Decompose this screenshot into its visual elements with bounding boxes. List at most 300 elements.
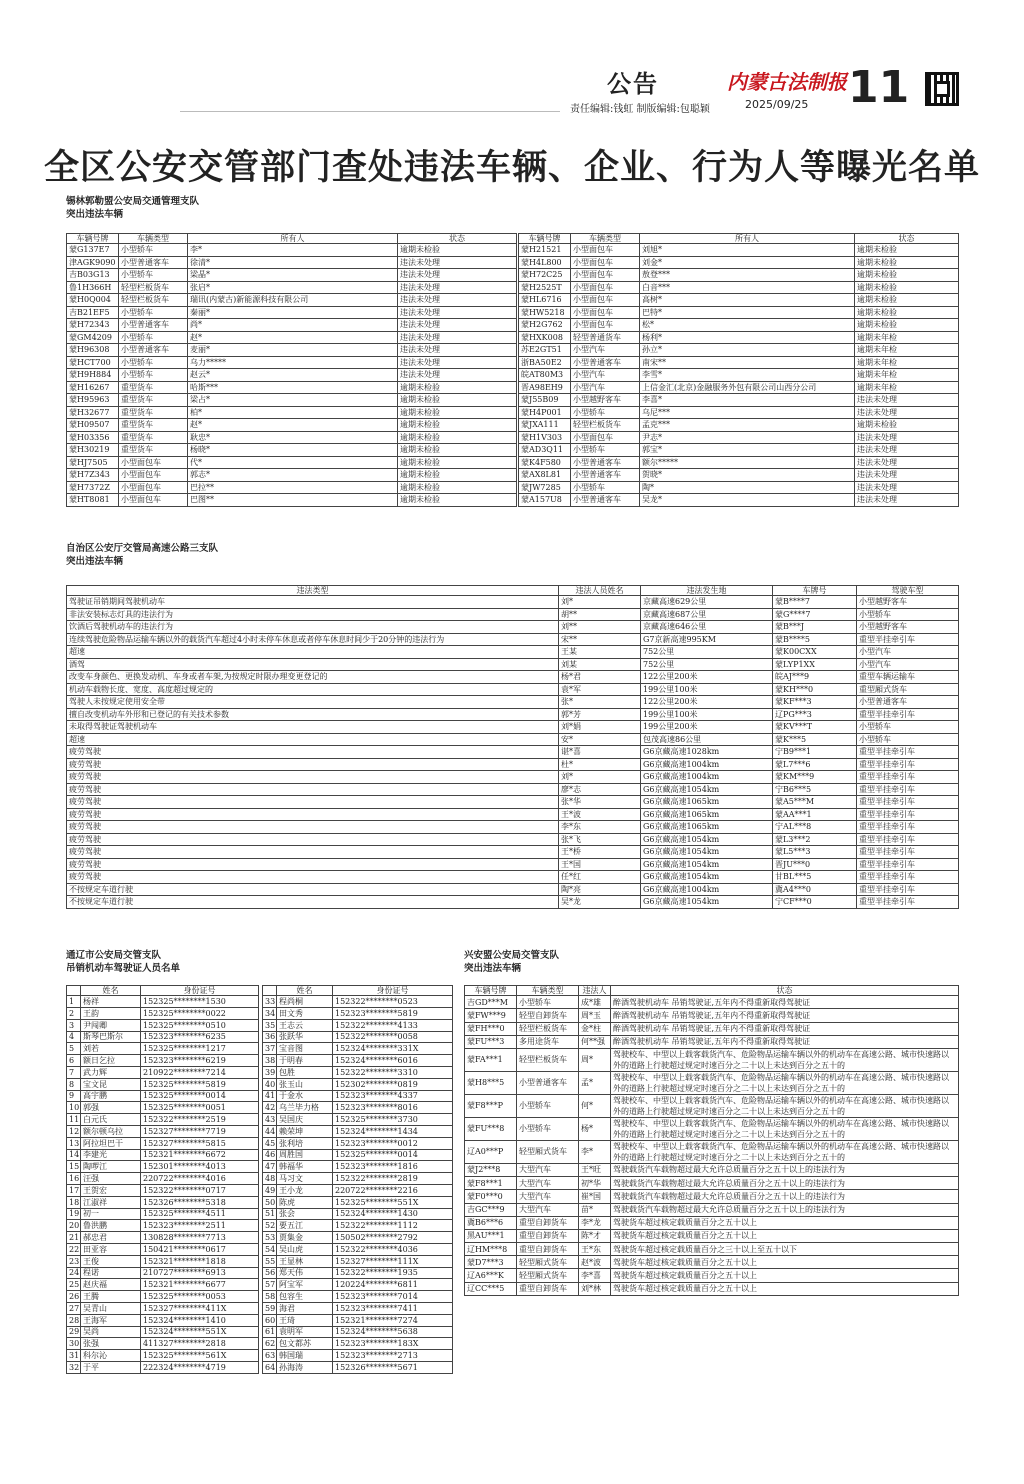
table-row bbox=[67, 1125, 259, 1137]
table-cell: 汪强 bbox=[81, 1173, 141, 1185]
table-cell: 违法未处理 bbox=[855, 456, 959, 469]
table-cell: 蒙KF***3 bbox=[773, 696, 857, 709]
table-cell: 小型面包车 bbox=[571, 256, 640, 269]
table-row bbox=[519, 444, 959, 457]
table-cell: 小型普通客车 bbox=[119, 319, 188, 332]
table-cell: 崔*国 bbox=[579, 1190, 611, 1203]
table-cell: 郝忠君 bbox=[81, 1232, 141, 1244]
table-cell: 刘* bbox=[559, 771, 641, 784]
table-cell: 小型面包车 bbox=[119, 481, 188, 494]
table-cell: 16 bbox=[67, 1173, 81, 1185]
table-row bbox=[519, 269, 959, 282]
table-cell: 152326********5671 bbox=[333, 1361, 453, 1373]
page-number: 11 bbox=[848, 62, 910, 113]
table-cell: 11 bbox=[67, 1114, 81, 1126]
table-cell: 6 bbox=[67, 1055, 81, 1067]
table-cell: 1 bbox=[67, 996, 81, 1008]
table-cell: G6京藏高速1054km bbox=[641, 896, 773, 909]
sec2-org: 自治区公安厅交管局高速公路三支队 bbox=[66, 543, 219, 554]
table-cell: 蒙K***5 bbox=[773, 733, 857, 746]
table-row bbox=[263, 1243, 453, 1255]
table-row bbox=[67, 1232, 259, 1244]
table-cell: 重型半挂牵引车 bbox=[857, 783, 959, 796]
table-row bbox=[67, 1102, 259, 1114]
table-cell: 皖AT80M3 bbox=[519, 369, 571, 382]
table-row bbox=[465, 1009, 959, 1022]
table-row bbox=[67, 1302, 259, 1314]
table-cell: 22 bbox=[67, 1243, 81, 1255]
table-row bbox=[67, 883, 959, 896]
table-cell: 14 bbox=[67, 1149, 81, 1161]
sec1-org: 锡林郭勒盟公安局交通管理支队 bbox=[66, 196, 200, 207]
table-cell: 752公里 bbox=[641, 658, 773, 671]
table-row bbox=[67, 1008, 259, 1020]
table-cell: 蒙K4F580 bbox=[519, 456, 571, 469]
table-cell: 小型汽车 bbox=[571, 381, 640, 394]
table-cell: 非法安装标志灯具的违法行为 bbox=[67, 608, 559, 621]
table-cell: 陈虎 bbox=[277, 1196, 333, 1208]
table-row bbox=[67, 1019, 259, 1031]
table-row bbox=[67, 771, 959, 784]
table-cell: 57 bbox=[263, 1279, 277, 1291]
table-cell: 王*桥 bbox=[559, 846, 641, 859]
table-cell: 逾期未年检 bbox=[855, 331, 959, 344]
table-row bbox=[263, 1338, 453, 1350]
table-cell: 徐清* bbox=[188, 256, 398, 269]
table-cell: 蒙H8***5 bbox=[465, 1071, 517, 1094]
table-row bbox=[67, 758, 959, 771]
table-cell: 白元氏 bbox=[81, 1114, 141, 1126]
table-cell: 蒙FH***0 bbox=[465, 1022, 517, 1035]
table-row bbox=[67, 1291, 259, 1303]
table-row bbox=[67, 1208, 259, 1220]
sec2-sub: 突出违法车辆 bbox=[66, 556, 124, 567]
table-row bbox=[519, 431, 959, 444]
table-cell: 重型半挂牵引车 bbox=[857, 833, 959, 846]
table-cell: 重型货车 bbox=[119, 419, 188, 432]
table-cell: 杨晓* bbox=[188, 444, 398, 457]
table-cell: 刘金* bbox=[640, 256, 855, 269]
table-cell: 吉GD***M bbox=[465, 996, 517, 1009]
table-cell: 违法未处理 bbox=[398, 281, 517, 294]
table-row bbox=[67, 394, 517, 407]
table-cell: 蒙AD3Q11 bbox=[519, 444, 571, 457]
table-cell: 程尚桐 bbox=[277, 996, 333, 1008]
table-cell: 152323********8016 bbox=[333, 1102, 453, 1114]
table-cell: 疲劳驾驶 bbox=[67, 821, 559, 834]
table-row bbox=[67, 406, 517, 419]
table-cell: 44 bbox=[263, 1125, 277, 1137]
table-row bbox=[67, 1220, 259, 1232]
table-cell: 152323********7411 bbox=[333, 1302, 453, 1314]
table-cell: 不按规定车道行驶 bbox=[67, 896, 559, 909]
table-row bbox=[67, 646, 959, 659]
table-cell: 违法未处理 bbox=[398, 344, 517, 357]
table-row bbox=[465, 1203, 959, 1216]
table-cell: 重型自卸货车 bbox=[517, 1243, 579, 1256]
table-cell: 蒙H9H884 bbox=[67, 369, 119, 382]
table-cell: 逾期未检验 bbox=[398, 481, 517, 494]
table-row bbox=[67, 783, 959, 796]
table-cell: 蒙H4P001 bbox=[519, 406, 571, 419]
table-cell: 小型面包车 bbox=[571, 269, 640, 282]
table-row bbox=[519, 394, 959, 407]
table-cell: 宝音图 bbox=[277, 1043, 333, 1055]
table-cell: 王腾 bbox=[81, 1291, 141, 1303]
table-cell: 辽CC***5 bbox=[465, 1282, 517, 1295]
table-cell: 152324********6016 bbox=[333, 1055, 453, 1067]
table-row bbox=[465, 996, 959, 1009]
table-row bbox=[465, 1163, 959, 1176]
table-cell: 199公里100米 bbox=[641, 683, 773, 696]
table-cell: 刘某 bbox=[559, 658, 641, 671]
table-cell: 晋JU***0 bbox=[773, 858, 857, 871]
sec1-table-right bbox=[518, 233, 959, 507]
table-cell: 武力辉 bbox=[81, 1066, 141, 1078]
table-cell: 3 bbox=[67, 1019, 81, 1031]
table-row bbox=[465, 1269, 959, 1282]
table-row bbox=[465, 1190, 959, 1203]
table-cell: 逾期未检验 bbox=[398, 381, 517, 394]
table-cell: 驾驶货车超过核定载质量百分之五十以上 bbox=[611, 1216, 959, 1229]
editors: 责任编辑:钱虹 制版编辑:包聪颖 bbox=[570, 104, 710, 115]
table-cell: 赵庆福 bbox=[81, 1279, 141, 1291]
table-cell: 小型汽车 bbox=[571, 369, 640, 382]
table-cell: 23 bbox=[67, 1255, 81, 1267]
table-row bbox=[67, 1173, 259, 1185]
table-cell: 小型面包车 bbox=[119, 456, 188, 469]
table-cell: 152323********2511 bbox=[141, 1220, 259, 1232]
table-cell: 李*龙 bbox=[579, 1216, 611, 1229]
table-row bbox=[263, 1302, 453, 1314]
table-cell: 耿忠* bbox=[188, 431, 398, 444]
table-row bbox=[67, 733, 959, 746]
table-cell: 金*柱 bbox=[579, 1022, 611, 1035]
table-cell: 小型轿车 bbox=[857, 608, 959, 621]
table-cell: 小型普通客车 bbox=[571, 456, 640, 469]
table-cell: 包茂高速86公里 bbox=[641, 733, 773, 746]
table-cell: 违法未处理 bbox=[398, 269, 517, 282]
table-cell: 12 bbox=[67, 1125, 81, 1137]
table-cell: 逾期未年检 bbox=[855, 369, 959, 382]
table-row bbox=[67, 633, 959, 646]
sec4-sub: 突出违法车辆 bbox=[464, 963, 522, 974]
table-row bbox=[67, 1055, 259, 1067]
table-cell: 37 bbox=[263, 1043, 277, 1055]
table-cell: 蒙HXK008 bbox=[519, 331, 571, 344]
table-cell: 小型面包车 bbox=[571, 244, 640, 257]
table-cell: 24 bbox=[67, 1267, 81, 1279]
table-cell: 额尔***** bbox=[640, 456, 855, 469]
table-cell: 王某 bbox=[559, 646, 641, 659]
table-cell: 21 bbox=[67, 1232, 81, 1244]
sec4-table bbox=[464, 985, 959, 1296]
table-cell: 蒙F8***1 bbox=[465, 1177, 517, 1190]
table-cell: 小型普通客车 bbox=[857, 696, 959, 709]
table-cell: 瑞讯(内蒙古)新能源科技有限公司 bbox=[188, 294, 398, 307]
table-cell: 43 bbox=[263, 1114, 277, 1126]
table-cell: 小型普通客车 bbox=[571, 469, 640, 482]
table-cell: 海君 bbox=[277, 1302, 333, 1314]
table-cell: 蒙L3***2 bbox=[773, 833, 857, 846]
table-row bbox=[67, 846, 959, 859]
table-cell: 额尔顿乌拉 bbox=[81, 1125, 141, 1137]
table-cell: 小型越野客车 bbox=[857, 621, 959, 634]
table-cell: 152323********7014 bbox=[333, 1291, 453, 1303]
table-cell: 33 bbox=[263, 996, 277, 1008]
table-cell: 蒙H2525T bbox=[519, 281, 571, 294]
table-cell: 152322********1935 bbox=[333, 1267, 453, 1279]
table-row bbox=[465, 1094, 959, 1117]
table-cell: 58 bbox=[263, 1291, 277, 1303]
table-cell: 26 bbox=[67, 1291, 81, 1303]
col-plate: 车牌号 bbox=[773, 586, 857, 596]
table-cell: 吴*龙 bbox=[559, 896, 641, 909]
table-cell: G6京藏高速1004km bbox=[641, 758, 773, 771]
table-cell: 赵* bbox=[188, 331, 398, 344]
table-cell: 杨利* bbox=[640, 331, 855, 344]
qr-code-icon bbox=[925, 72, 959, 106]
table-cell: 浙BA50E2 bbox=[519, 356, 571, 369]
table-cell: 郑天伟 bbox=[277, 1267, 333, 1279]
table-cell: 鲁1H366H bbox=[67, 281, 119, 294]
table-cell: 杨祥 bbox=[81, 996, 141, 1008]
table-cell: 乌兰毕力格 bbox=[277, 1102, 333, 1114]
table-row bbox=[519, 344, 959, 357]
table-cell: 驾驶校车、中型以上载客载货汽车、危险物品运输车辆以外的机动车在高速公路、城市快速路以外的道路上行驶超过规定时速百分之二十以上未达到百分之五十的 bbox=[611, 1048, 959, 1071]
table-cell: 蒙H72C25 bbox=[519, 269, 571, 282]
table-row bbox=[465, 1048, 959, 1071]
table-cell: 38 bbox=[263, 1055, 277, 1067]
table-cell: 驾驶校车、中型以上载客载货汽车、危险物品运输车辆以外的机动车在高速公路、城市快速路以外的道路上行驶超过规定时速百分之二十以上未达到百分之五十的 bbox=[611, 1117, 959, 1140]
table-cell: G6京藏高速1004km bbox=[641, 883, 773, 896]
table-cell: 郭志* bbox=[188, 469, 398, 482]
table-cell: 152325********0014 bbox=[141, 1090, 259, 1102]
table-cell: 蒙AA***1 bbox=[773, 808, 857, 821]
table-cell: 李*东 bbox=[559, 821, 641, 834]
table-row bbox=[263, 1137, 453, 1149]
table-cell: 未取得驾驶证驾驶机动车 bbox=[67, 721, 559, 734]
table-cell: 122公里200米 bbox=[641, 671, 773, 684]
table-cell: 王*东 bbox=[579, 1243, 611, 1256]
table-cell: 48 bbox=[263, 1173, 277, 1185]
table-cell: 违法未处理 bbox=[398, 331, 517, 344]
table-cell: 连续驾驶危险物品运输车辆以外的载货汽车超过4小时未停车休息或者停车休息时间少于20分钟的违法行为 bbox=[67, 633, 559, 646]
table-cell: 尹闯卿 bbox=[81, 1019, 141, 1031]
table-row bbox=[67, 1267, 259, 1279]
table-cell: 王*波 bbox=[559, 808, 641, 821]
table-cell: 152325********551X bbox=[333, 1196, 453, 1208]
table-cell: 17 bbox=[67, 1184, 81, 1196]
table-cell: 逾期未检验 bbox=[855, 419, 959, 432]
table-cell: 吴山虎 bbox=[277, 1243, 333, 1255]
table-cell: 130828********7713 bbox=[141, 1232, 259, 1244]
table-cell: 违法未处理 bbox=[398, 306, 517, 319]
table-row bbox=[263, 996, 453, 1008]
col-owner: 所有人 bbox=[188, 234, 398, 244]
table-cell: 周*玉 bbox=[579, 1009, 611, 1022]
table-cell: 152325********0022 bbox=[141, 1008, 259, 1020]
table-row bbox=[263, 1161, 453, 1173]
table-cell: 小型轿车 bbox=[571, 481, 640, 494]
table-cell: 小型汽车 bbox=[857, 646, 959, 659]
table-cell: 小型轿车 bbox=[517, 1094, 579, 1117]
table-cell: 蒙HW5218 bbox=[519, 306, 571, 319]
sec3-sub: 吊销机动车驾驶证人员名单 bbox=[66, 963, 181, 974]
table-cell: 赵*波 bbox=[579, 1256, 611, 1269]
table-cell: 蒙A157U8 bbox=[519, 494, 571, 507]
table-cell: 210727********6913 bbox=[141, 1267, 259, 1279]
table-cell: 蒙H09507 bbox=[67, 419, 119, 432]
table-row bbox=[67, 708, 959, 721]
table-cell: 152325********0014 bbox=[333, 1149, 453, 1161]
table-cell: 蒙J55B09 bbox=[519, 394, 571, 407]
table-cell: 蒙B***J bbox=[773, 621, 857, 634]
table-row bbox=[67, 356, 517, 369]
table-cell: 小型普通客车 bbox=[571, 494, 640, 507]
table-cell: 宝文昆 bbox=[81, 1078, 141, 1090]
sec3-table-left bbox=[66, 985, 259, 1374]
table-cell: 逾期未检验 bbox=[855, 269, 959, 282]
table-cell: 152322********4133 bbox=[333, 1019, 453, 1031]
table-cell: 52 bbox=[263, 1220, 277, 1232]
table-cell: 成*雄 bbox=[579, 996, 611, 1009]
table-row bbox=[67, 1314, 259, 1326]
table-cell: 蒙H21521 bbox=[519, 244, 571, 257]
table-cell: 杜* bbox=[559, 758, 641, 771]
table-cell: 白音*** bbox=[640, 281, 855, 294]
table-cell: 152323********6235 bbox=[141, 1031, 259, 1043]
table-cell: 47 bbox=[263, 1161, 277, 1173]
table-cell: 蒙HCT700 bbox=[67, 356, 119, 369]
table-row bbox=[67, 996, 259, 1008]
table-cell: G6京藏高速1065km bbox=[641, 821, 773, 834]
table-cell: 驾驶货车超过核定载质量百分之五十以上 bbox=[611, 1282, 959, 1295]
table-cell: 轻型自卸货车 bbox=[517, 1009, 579, 1022]
sec1-table-left bbox=[66, 233, 517, 507]
table-row bbox=[67, 658, 959, 671]
table-cell: 陈*才 bbox=[579, 1229, 611, 1242]
table-row bbox=[263, 1031, 453, 1043]
table-row bbox=[519, 381, 959, 394]
table-row bbox=[263, 1220, 453, 1232]
table-cell: 5 bbox=[67, 1043, 81, 1055]
table-cell: 驾驶货车超过核定载质量百分之三十以上至五十以下 bbox=[611, 1243, 959, 1256]
table-cell: 35 bbox=[263, 1019, 277, 1031]
table-row bbox=[263, 1255, 453, 1267]
table-row bbox=[67, 381, 517, 394]
section-name: 公告 bbox=[607, 69, 659, 98]
table-cell: 高宇鹏 bbox=[81, 1090, 141, 1102]
table-cell: 甘BL***5 bbox=[773, 871, 857, 884]
table-cell: 152327********5815 bbox=[141, 1137, 259, 1149]
table-cell: 王志云 bbox=[277, 1019, 333, 1031]
table-row bbox=[263, 1066, 453, 1078]
table-cell: 巴拉** bbox=[188, 481, 398, 494]
table-cell: 29 bbox=[67, 1326, 81, 1338]
table-cell: 重型半挂牵引车 bbox=[857, 746, 959, 759]
table-cell: 酒驾 bbox=[67, 658, 559, 671]
table-row bbox=[263, 1114, 453, 1126]
table-cell: 逾期未检验 bbox=[398, 394, 517, 407]
table-cell: 王小龙 bbox=[277, 1184, 333, 1196]
table-row bbox=[519, 244, 959, 257]
table-cell: 轻型栏板货车 bbox=[517, 1048, 579, 1071]
table-cell: 尹志* bbox=[640, 431, 855, 444]
table-cell: 蒙F8***P bbox=[465, 1094, 517, 1117]
table-cell: 152321********6672 bbox=[141, 1149, 259, 1161]
table-cell: 蒙H7372Z bbox=[67, 481, 119, 494]
table-row bbox=[465, 1035, 959, 1048]
table-cell: 小型轿车 bbox=[119, 331, 188, 344]
table-cell: 152327********7719 bbox=[141, 1125, 259, 1137]
table-cell: 152323********5819 bbox=[333, 1008, 453, 1020]
table-cell: 违法未处理 bbox=[855, 494, 959, 507]
table-row bbox=[263, 1019, 453, 1031]
table-cell: 40 bbox=[263, 1078, 277, 1090]
table-cell: 60 bbox=[263, 1314, 277, 1326]
table-row bbox=[465, 1022, 959, 1035]
table-cell: 疲劳驾驶 bbox=[67, 796, 559, 809]
table-row bbox=[519, 406, 959, 419]
table-cell: 蒙H32677 bbox=[67, 406, 119, 419]
table-cell: 蒙HT8081 bbox=[67, 494, 119, 507]
table-cell: 重型自卸货车 bbox=[517, 1229, 579, 1242]
table-cell: 小型汽车 bbox=[571, 344, 640, 357]
table-cell: 驾驶载货汽车载物超过最大允许总质量百分之五十以上的违法行为 bbox=[611, 1190, 959, 1203]
table-cell: G6京藏高速1054km bbox=[641, 871, 773, 884]
table-cell: 上信金汇(北京)金融服务外包有限公司山西分公司 bbox=[640, 381, 855, 394]
table-cell: G7京新高速995KM bbox=[641, 633, 773, 646]
table-cell: 120224********6811 bbox=[333, 1279, 453, 1291]
table-cell: 重型半挂牵引车 bbox=[857, 796, 959, 809]
table-cell: 田亚容 bbox=[81, 1243, 141, 1255]
table-row bbox=[465, 1256, 959, 1269]
table-row bbox=[67, 858, 959, 871]
table-row bbox=[263, 1291, 453, 1303]
table-cell: 郭宝* bbox=[640, 444, 855, 457]
table-cell: 尚* bbox=[188, 319, 398, 332]
table-cell: 饮酒后驾驶机动车的违法行为 bbox=[67, 621, 559, 634]
table-cell: 46 bbox=[263, 1149, 277, 1161]
table-row bbox=[263, 1125, 453, 1137]
table-cell: 黑AU***1 bbox=[465, 1229, 517, 1242]
table-cell: 谌*喜 bbox=[559, 746, 641, 759]
table-row bbox=[519, 281, 959, 294]
table-cell: 吉B21EF5 bbox=[67, 306, 119, 319]
table-cell: 411327********2818 bbox=[141, 1338, 259, 1350]
table-cell: 逾期未检验 bbox=[398, 431, 517, 444]
table-cell: 蒙JW7285 bbox=[519, 481, 571, 494]
col-id: 身份证号 bbox=[141, 986, 259, 996]
table-cell: 蒙H96308 bbox=[67, 344, 119, 357]
table-cell: 张玉山 bbox=[277, 1078, 333, 1090]
table-cell: 重型货车 bbox=[119, 406, 188, 419]
table-row bbox=[67, 1043, 259, 1055]
table-row bbox=[67, 683, 959, 696]
table-row bbox=[465, 1282, 959, 1295]
sec2-table bbox=[66, 585, 959, 909]
table-cell: G6京藏高速1054km bbox=[641, 858, 773, 871]
table-cell: 小型轿车 bbox=[119, 306, 188, 319]
table-cell: 152324********551X bbox=[141, 1326, 259, 1338]
col-type: 车辆类型 bbox=[517, 986, 579, 996]
table-cell: 程诺 bbox=[81, 1267, 141, 1279]
table-row bbox=[519, 481, 959, 494]
table-row bbox=[67, 721, 959, 734]
col-status: 状态 bbox=[398, 234, 517, 244]
table-cell: 轻型栏板货车 bbox=[571, 419, 640, 432]
